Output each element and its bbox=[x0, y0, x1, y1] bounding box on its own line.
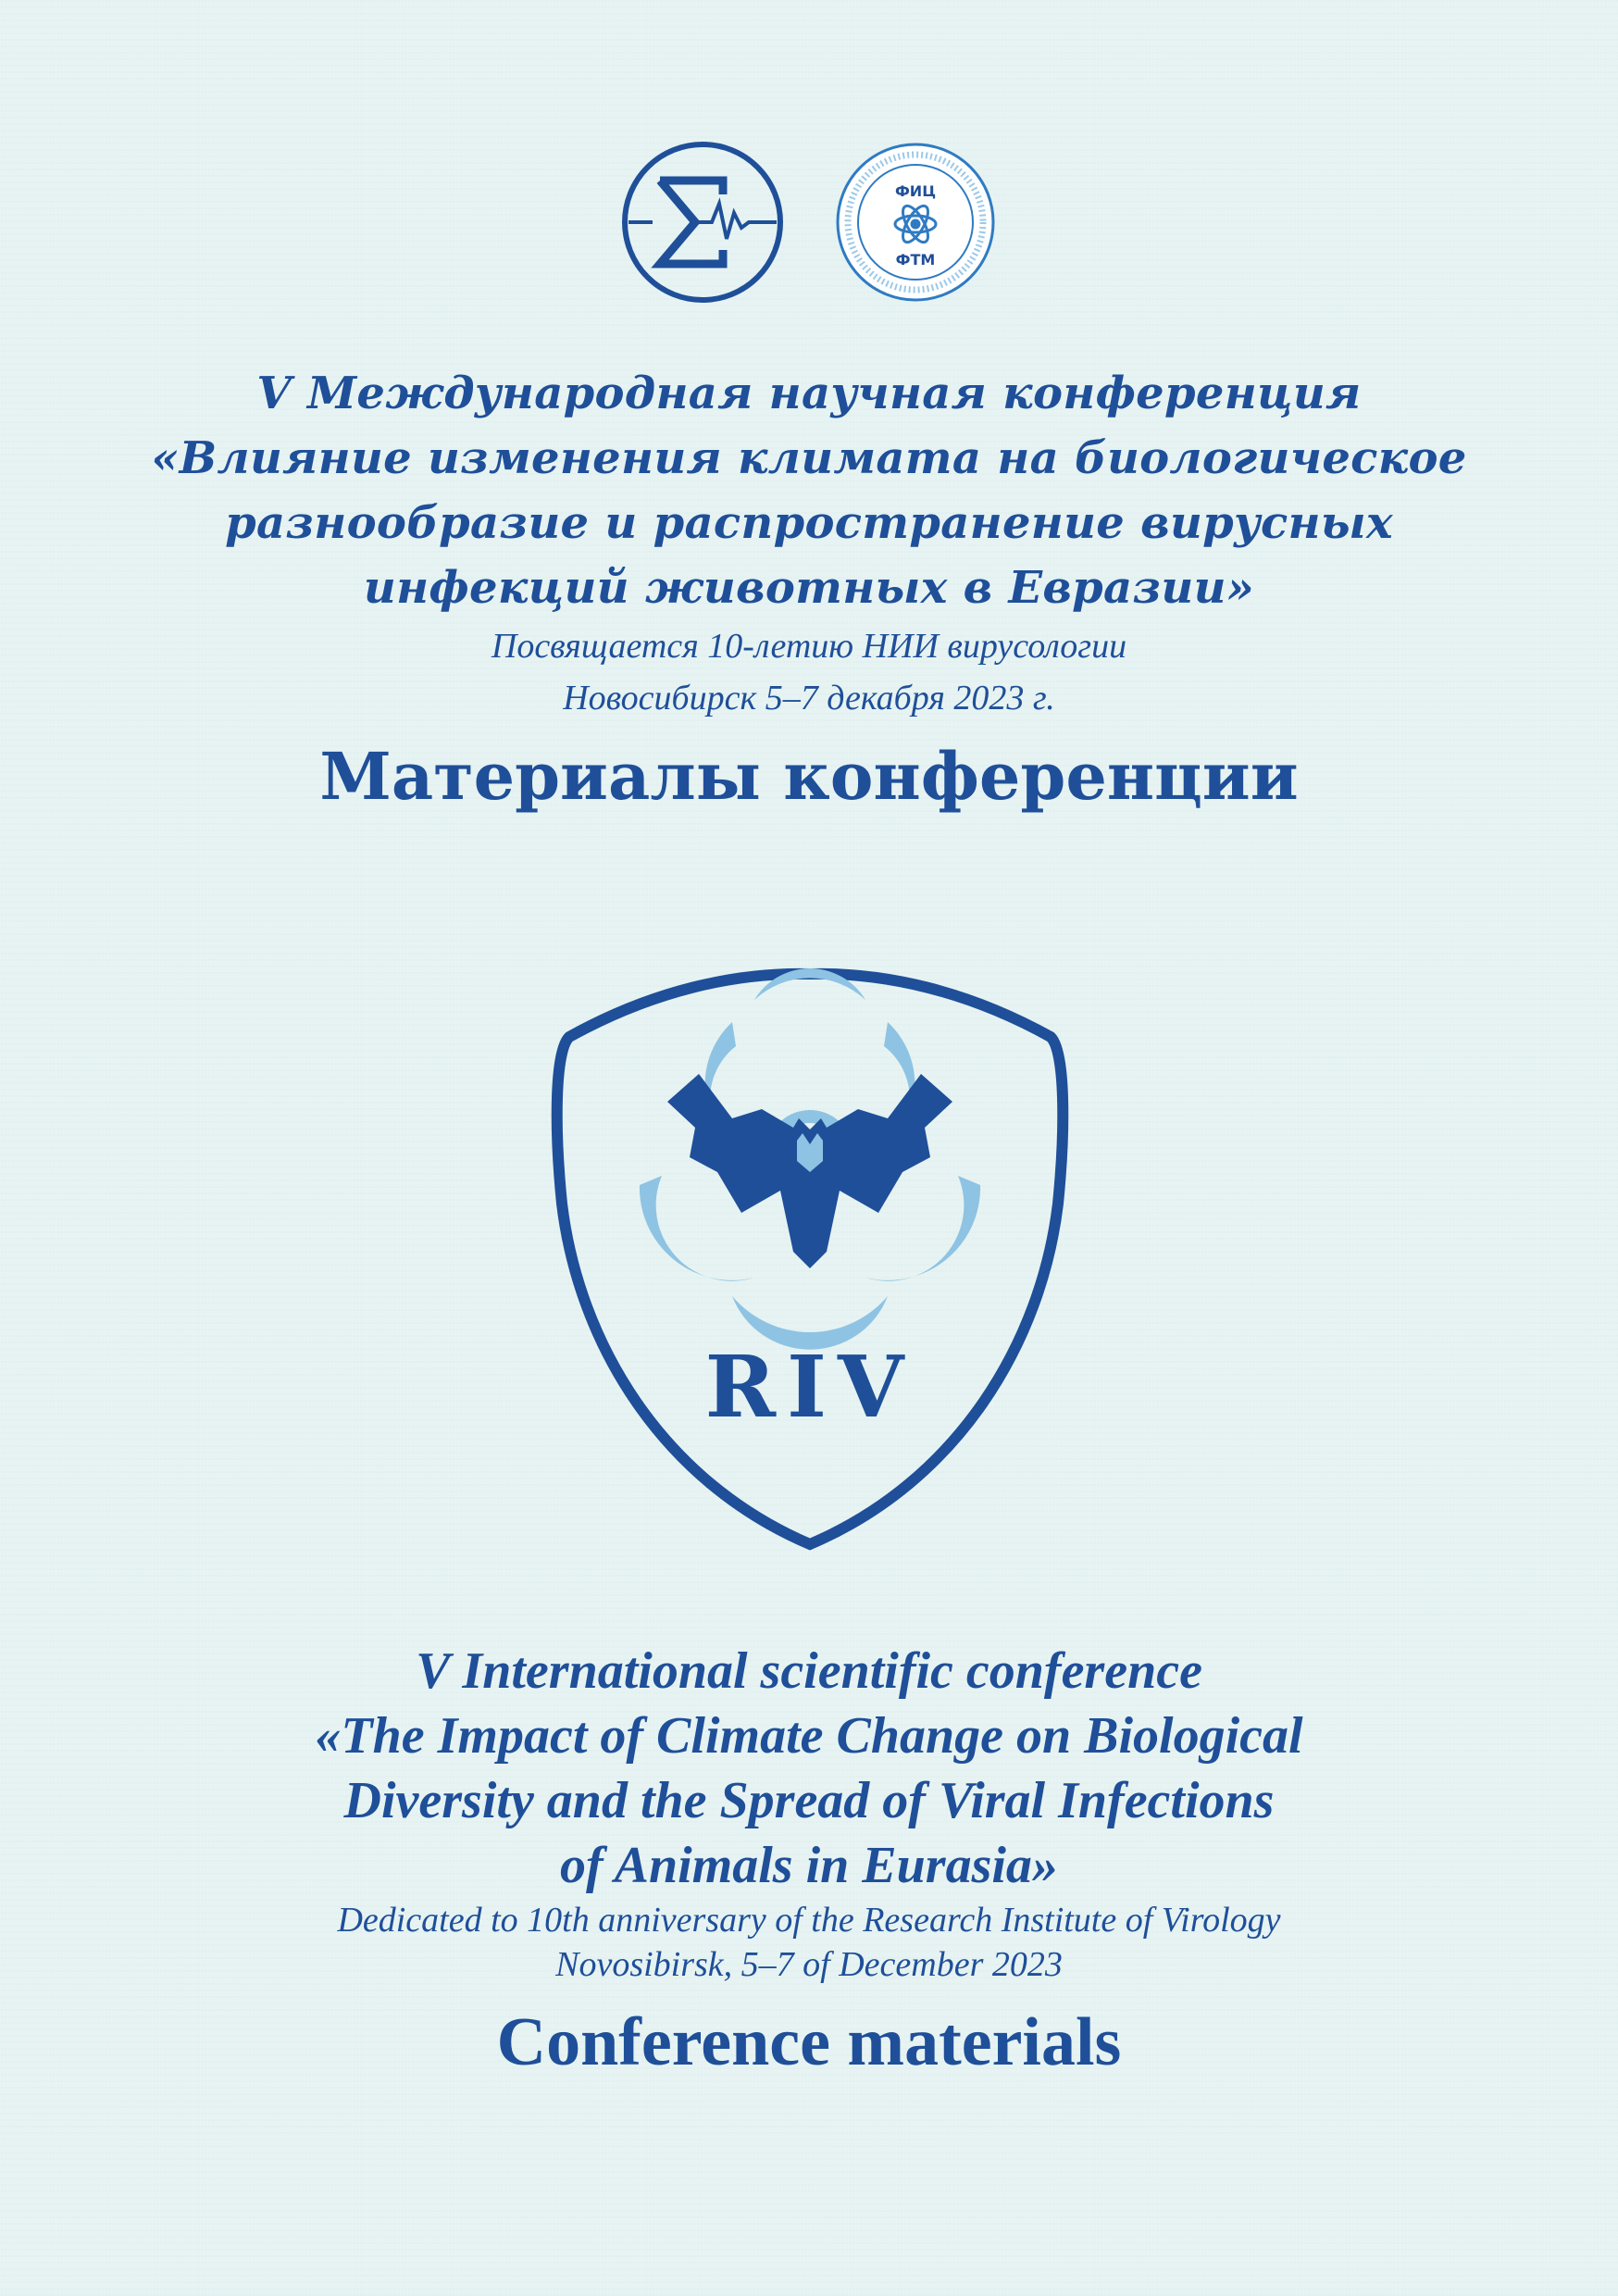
fic-ftm-seal-icon bbox=[832, 139, 999, 306]
emblem-text: RIV bbox=[704, 1337, 915, 1437]
seal-bottom-text: ФТМ bbox=[895, 251, 936, 268]
ru-conference-line-4: инфекций животных в Евразии» bbox=[363, 562, 1255, 614]
russian-title-block bbox=[0, 361, 1618, 818]
en-conference-line-1: V International scientific conference bbox=[416, 1642, 1202, 1700]
en-conference-line-4: of Animals in Eurasia» bbox=[560, 1837, 1058, 1894]
en-conference-line-3: Diversity and the Spread of Viral Infections bbox=[343, 1772, 1275, 1829]
en-materials-title: Conference materials bbox=[496, 2004, 1122, 2080]
english-title-block bbox=[0, 1639, 1618, 2087]
logo-row bbox=[0, 139, 1618, 306]
ru-conference-line-1: V Международная научная конференция bbox=[256, 368, 1362, 419]
riv-bat-biohazard-shield-icon bbox=[551, 963, 1069, 1555]
en-conference-line-2: «The Impact of Climate Change on Biological bbox=[315, 1707, 1303, 1765]
en-place-date: Novosibirsk, 5–7 of December 2023 bbox=[555, 1945, 1063, 1984]
ru-dedication: Посвящается 10-летию НИИ вирусологии bbox=[491, 627, 1127, 666]
ru-conference-line-2: «Влияние изменения климата на биологическое bbox=[151, 432, 1467, 484]
ru-conference-line-3: разнообразие и распространение вирусных bbox=[225, 497, 1393, 549]
seal-top-text: ФИЦ bbox=[894, 182, 937, 200]
en-dedication: Dedicated to 10th anniversary of the Research Institute of Virology bbox=[337, 1901, 1281, 1940]
ru-place-date: Новосибирск 5–7 декабря 2023 г. bbox=[563, 679, 1055, 718]
sigma-wave-logo-icon bbox=[619, 139, 786, 306]
ru-materials-title: Материалы конференции bbox=[319, 738, 1299, 815]
